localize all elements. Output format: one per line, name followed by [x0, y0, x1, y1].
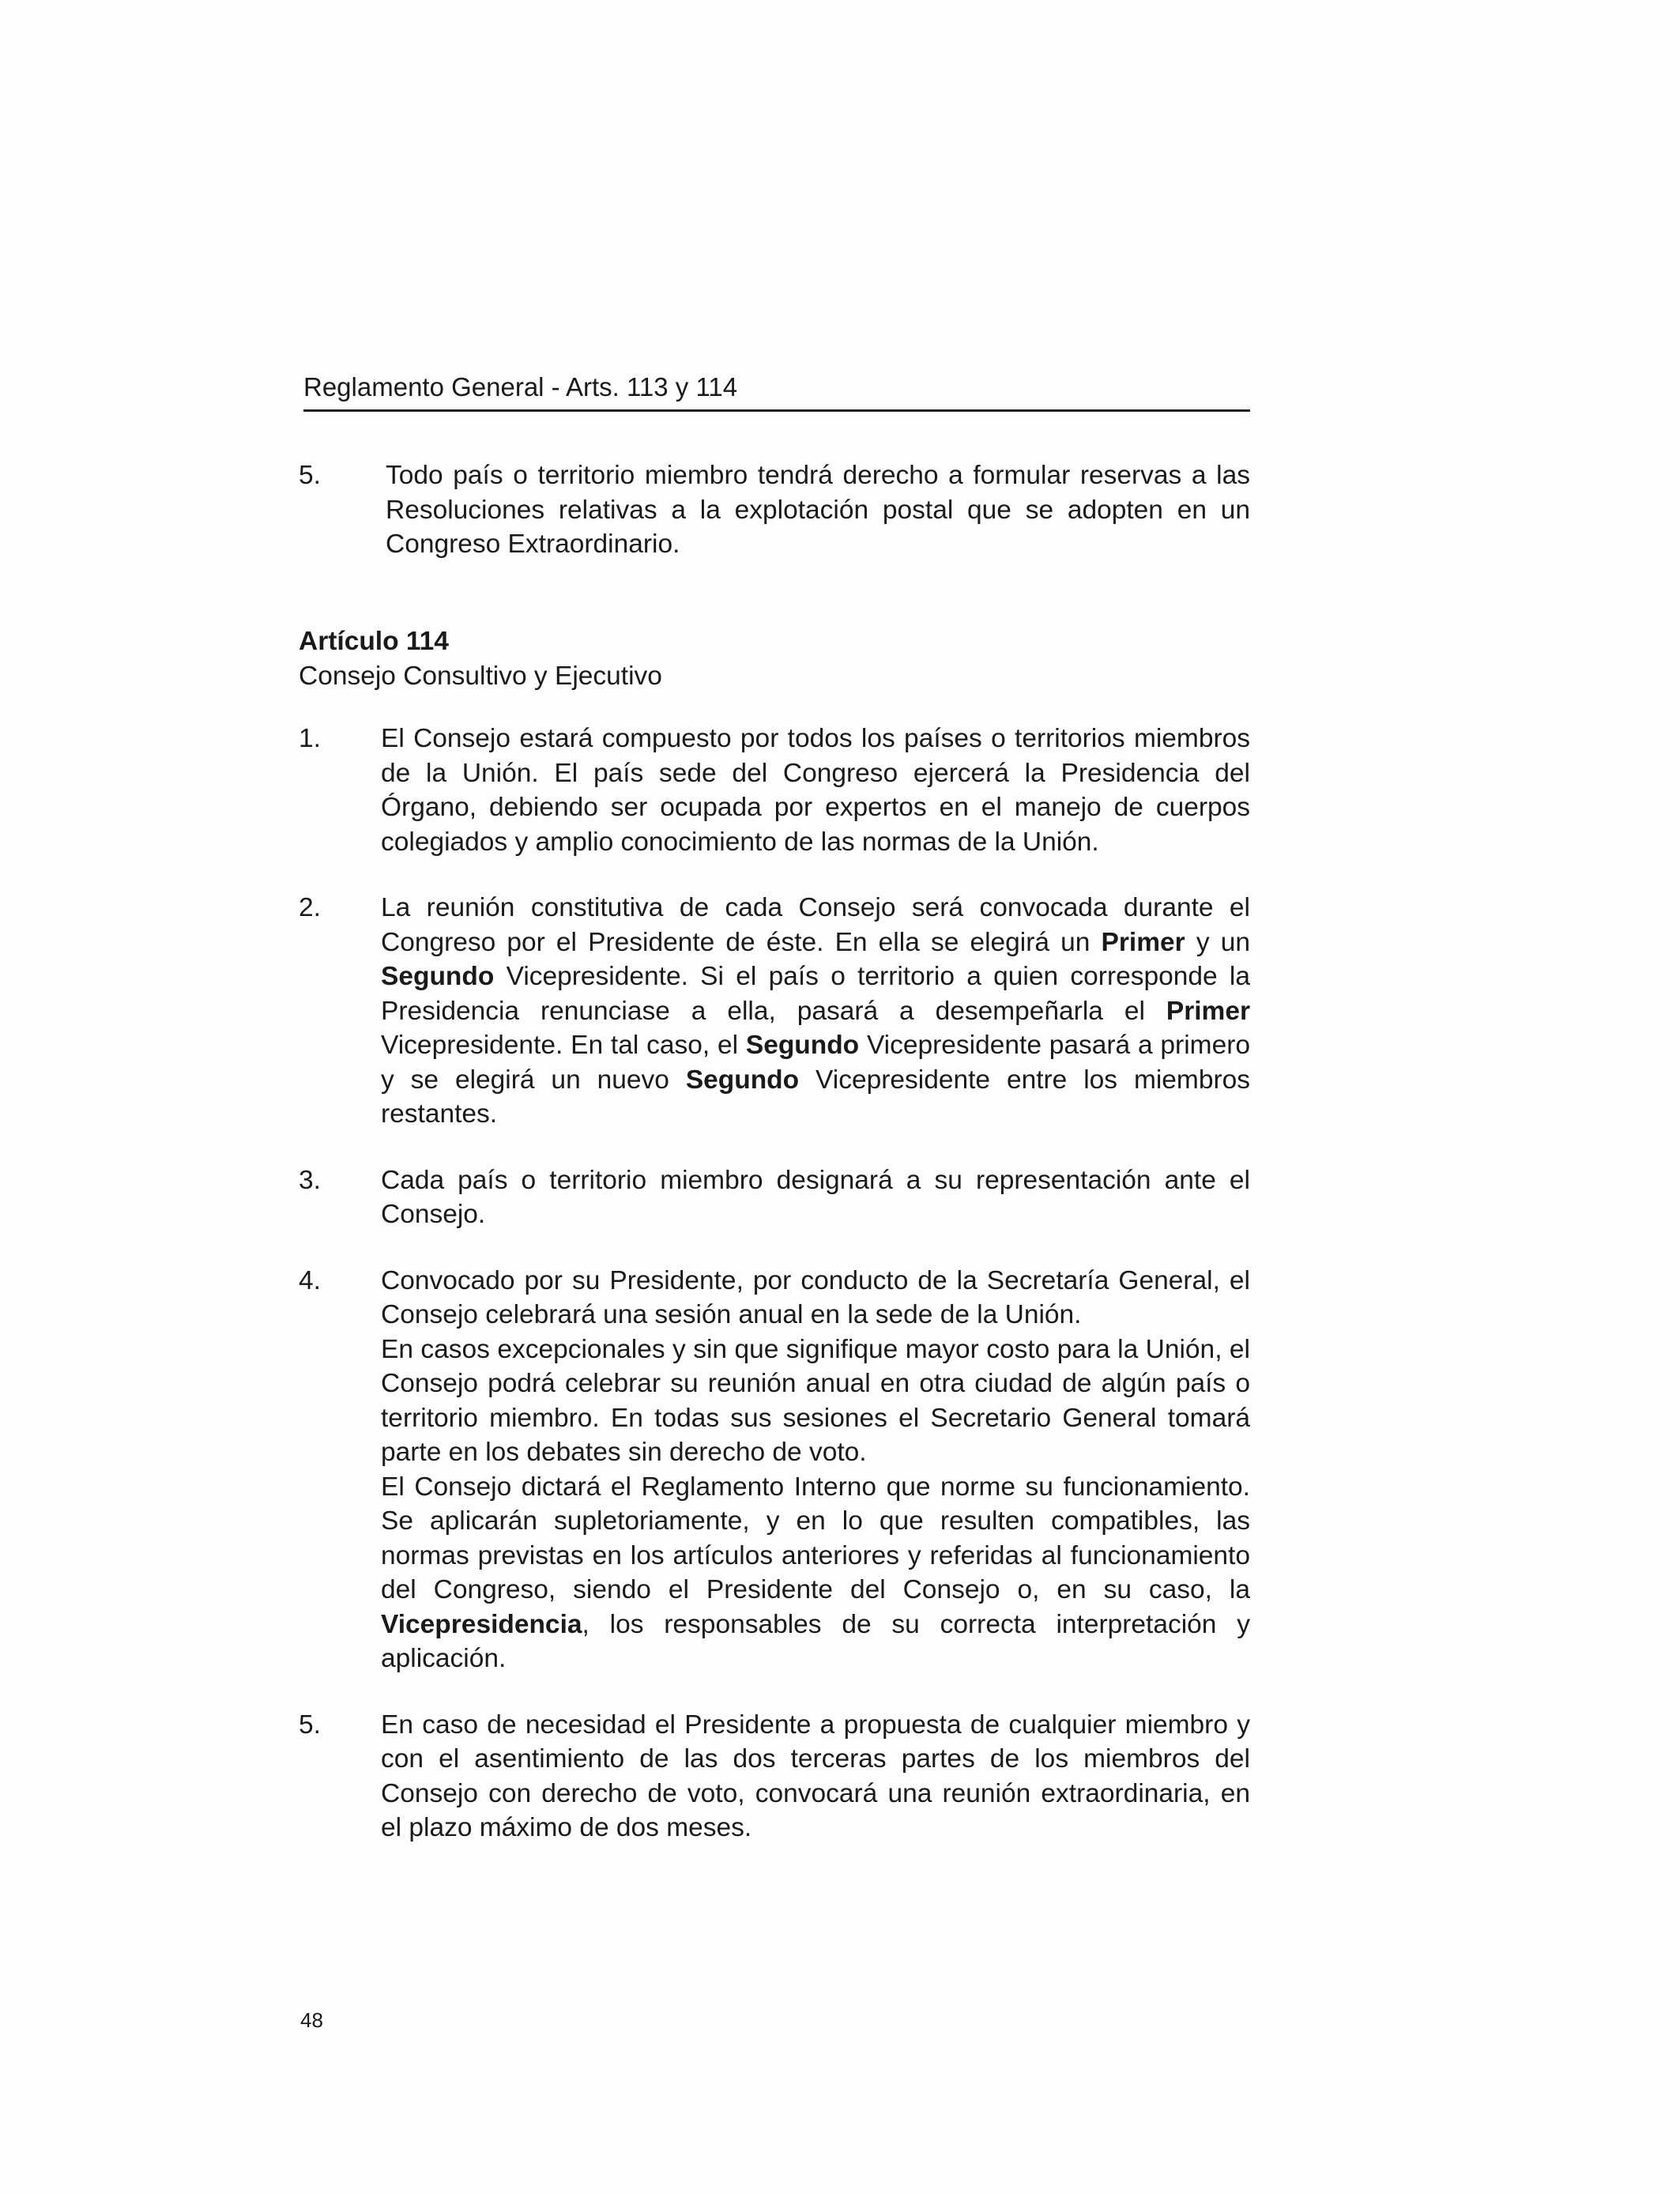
item-text: Todo país o territorio miembro tendrá derecho a formular reservas a las Resoluciones relativas a la explotación postal que se adopten en un Congreso Extraordinario. — [386, 461, 1250, 559]
list-item-1 — [299, 722, 1250, 859]
paragraph: Convocado por su Presidente, por conducto de la Secretaría General, el Consejo celebrará una sesión anual en la sede de la Unión. — [381, 1265, 1250, 1329]
text-run: Vicepresidente entre los miembros restantes. — [381, 1065, 1251, 1129]
text-run: , los responsables de su correcta interpretación y aplicación. — [381, 1609, 1250, 1673]
list-item-4 — [299, 1264, 1250, 1676]
item-text: En caso de necesidad el Presidente a propuesta de cualquier miembro y con el asentimiento de las dos terceras partes de los miembros del Consejo con derecho de voto, convocará una reunión extraordinaria, en el plazo máximo de dos meses. — [381, 1710, 1250, 1842]
text-run: Vicepresidente pasará a primero y se elegirá un nuevo — [381, 1031, 1250, 1095]
item-text: Cada país o territorio miembro designará a su representación ante el Consejo. — [381, 1165, 1250, 1229]
bold-term: Primer — [1101, 927, 1185, 957]
item-number: 5. — [299, 1710, 321, 1740]
item-number: 4. — [299, 1265, 321, 1295]
bold-term: Segundo — [381, 962, 495, 991]
article-heading — [299, 624, 1250, 693]
page-number: 48 — [300, 2008, 323, 2032]
item-number: 5. — [299, 461, 321, 490]
item-text: El Consejo estará compuesto por todos los países o territorios miembros de la Unión. El país sede del Congreso ejercerá la Presidencia del Órgano, debiendo ser ocupada por expertos en el manejo de cuerpos colegiados y amplio conocimiento de las normas de la Unión. — [381, 724, 1250, 857]
article-114-items — [299, 722, 1250, 1877]
list-item-3 — [299, 1163, 1250, 1232]
text-run: Vicepresidente. Si el país o territorio a quien corresponde la Presidencia renunciase a ella, pasará a desempeñarla el — [381, 962, 1250, 1026]
list-item-5 — [299, 1708, 1250, 1845]
article-subtitle: Consejo Consultivo y Ejecutivo — [299, 661, 662, 691]
item-text — [381, 1264, 1250, 1676]
article-113-item-5 — [299, 458, 1250, 562]
text-run: y un — [1185, 927, 1250, 957]
article-title: Artículo 114 — [299, 627, 449, 656]
paragraph: En casos excepcionales y sin que signifique mayor costo para la Unión, el Consejo podrá celebrar su reunión anual en otra ciudad de algún país o territorio miembro. En todas sus sesiones el Secretario General tomará parte en los debates sin derecho de voto. — [381, 1334, 1250, 1467]
text-run: El Consejo dictará el Reglamento Interno que norme su funcionamiento. Se aplicarán supletoriamente, y en lo que resulten compatibles, las normas previstas en los artículos anteriores y referidas al funcionamiento del Congreso, siendo el Presidente del Consejo o, en su caso, la — [381, 1472, 1250, 1604]
running-header: Reglamento General - Arts. 113 y 114 — [303, 370, 1250, 412]
item-number: 3. — [299, 1165, 321, 1195]
bold-term: Vicepresidencia — [381, 1609, 582, 1639]
item-number: 1. — [299, 724, 321, 753]
bold-term: Primer — [1166, 996, 1250, 1026]
list-item-2 — [299, 891, 1250, 1132]
paragraph — [381, 1470, 1250, 1676]
item-text — [381, 891, 1250, 1132]
text-run: La reunión constitutiva de cada Consejo será convocada durante el Congreso por el Presidente de éste. En ella se elegirá un — [381, 893, 1250, 957]
item-number: 2. — [299, 893, 321, 922]
text-run: Vicepresidente. En tal caso, el — [381, 1031, 746, 1060]
bold-term: Segundo — [745, 1031, 860, 1060]
bold-term: Segundo — [685, 1065, 800, 1095]
